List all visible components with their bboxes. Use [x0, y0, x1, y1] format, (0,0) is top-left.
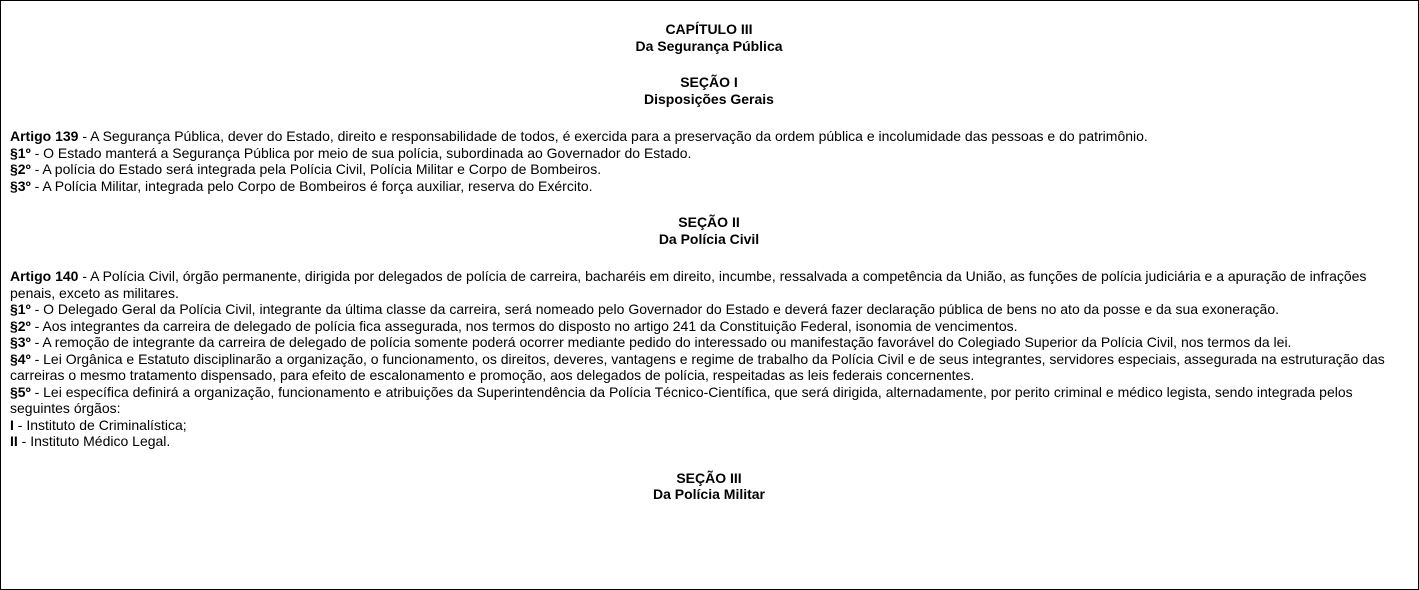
paragraph-label: §5º [10, 383, 31, 400]
article-caput [10, 268, 1408, 301]
paragraph-label: §4º [10, 350, 31, 367]
section-number: SEÇÃO I [680, 74, 738, 90]
paragraph [10, 351, 1408, 384]
paragraph-label: §2º [10, 161, 31, 177]
article-caput [10, 128, 1408, 145]
paragraph-text: - Lei específica definirá a organização, funcionamento e atribuições da Superintendência da Polícia Técnico-Científica, que será dirigida, alternadamente, por perito criminal e médico legista, sendo integrada pelos seguintes órgãos: [10, 383, 1353, 416]
article-139 [10, 128, 1408, 194]
paragraph [10, 318, 1408, 335]
section-heading [10, 74, 1408, 107]
item-label: II [10, 433, 18, 449]
article-text: - A Segurança Pública, dever do Estado, direito e responsabilidade de todos, é exercida para a preservação da ordem pública e incolumidade das pessoas e do patrimônio. [78, 128, 1148, 144]
paragraph [10, 145, 1408, 162]
article-text: - A Polícia Civil, órgão permanente, dirigida por delegados de polícia de carreira, bacharéis em direito, incumbe, ressalvada a competência da União, as funções de polícia judiciária e a apuração de infrações penais, exceto as militares. [10, 268, 1367, 301]
paragraph-label: §3º [10, 177, 31, 194]
paragraph-text: - A remoção de integrante da carreira de delegado de polícia somente poderá ocorrer mediante pedido do interessado ou manifestação favorável do Colegiado Superior da Polícia Civil, nos termos da lei. [30, 334, 1292, 350]
paragraph-text: - A polícia do Estado será integrada pela Polícia Civil, Polícia Militar e Corpo de Bombeiros. [30, 161, 602, 177]
paragraph [10, 301, 1408, 318]
section-number: SEÇÃO III [676, 469, 742, 486]
document-body [10, 21, 1408, 503]
list-item [10, 433, 1408, 450]
paragraph-label: §1º [10, 144, 31, 161]
article-label: Artigo 139 [10, 128, 79, 144]
paragraph [10, 334, 1408, 351]
paragraph [10, 178, 1408, 195]
paragraph-text: - Aos integrantes da carreira de delegado de polícia fica assegurada, nos termos do disposto no artigo 241 da Constituição Federal, isonomia de vencimentos. [30, 317, 1018, 334]
paragraph-text: - A Polícia Militar, integrada pelo Corpo de Bombeiros é força auxiliar, reserva do Exército. [30, 177, 593, 194]
article-140 [10, 268, 1408, 450]
paragraph-label: §1º [10, 301, 31, 317]
paragraph-text: - O Delegado Geral da Polícia Civil, integrante da última classe da carreira, será nomeado pelo Governador do Estado e deverá fazer declaração pública de bens no ato da posse e da sua exoneração. [30, 301, 1279, 317]
chapter-heading [10, 21, 1408, 54]
section-heading [10, 214, 1408, 247]
chapter-title: Da Segurança Pública [635, 37, 783, 54]
item-text: - Instituto Médico Legal. [17, 433, 171, 449]
paragraph [10, 384, 1408, 417]
paragraph-label: §2º [10, 317, 31, 334]
chapter-number: CAPÍTULO III [665, 21, 753, 37]
paragraph-text: - Lei Orgânica e Estatuto disciplinarão a organização, o funcionamento, os direitos, deveres, vantagens e regime de trabalho da Polícia Civil e de seus integrantes, servidores especiais, assegurada na estruturação das carreiras o mesmo tratamento dispensado, para efeito de escalonamento e promoção, aos delegados de polícia, respeitadas as leis federais concernentes. [10, 350, 1385, 383]
paragraph [10, 161, 1408, 178]
section-heading [10, 470, 1408, 503]
paragraph-text: - O Estado manterá a Segurança Pública por meio de sua polícia, subordinada ao Governador do Estado. [30, 144, 692, 161]
item-text: - Instituto de Criminalística; [13, 416, 187, 433]
section-number: SEÇÃO II [678, 214, 740, 230]
section-title: Disposições Gerais [644, 90, 774, 107]
paragraph-label: §3º [10, 334, 31, 350]
article-label: Artigo 140 [10, 268, 79, 284]
list-item [10, 417, 1408, 434]
item-label: I [10, 416, 14, 433]
section-title: Da Polícia Civil [658, 230, 760, 247]
section-title: Da Polícia Militar [652, 486, 766, 502]
